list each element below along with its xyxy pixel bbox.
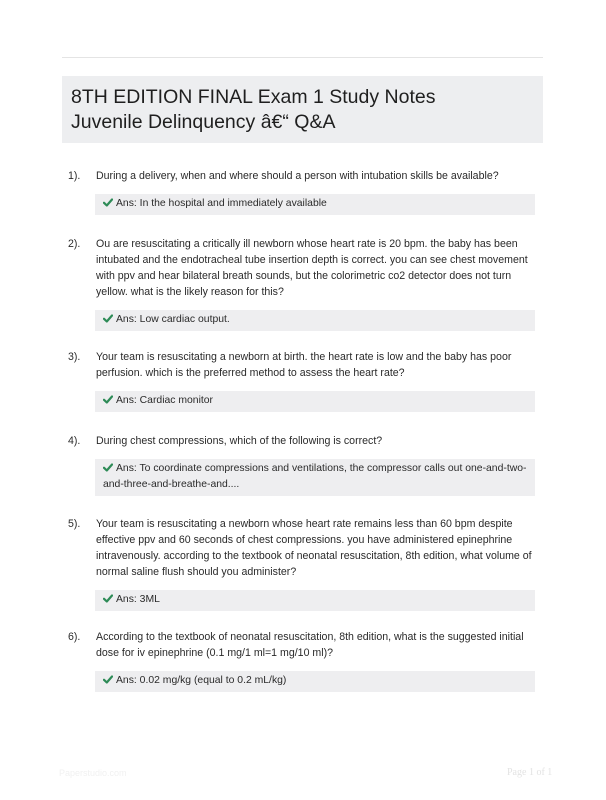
checkmark-icon [103,198,113,207]
question-item [62,349,543,412]
checkmark-icon [103,463,113,472]
page-number: Page 1 of 1 [507,767,553,778]
checkmark-icon [103,675,113,684]
question-text: Ou are resuscitating a critically ill newborn whose heart rate is 20 bpm. the baby has been intubated and the endotracheal tube insertion depth is correct. you can see chest movement with ppv and hear bilateral breath sounds, but the colorimetric co2 detector does not turn yellow. what is the likely reason for this? [96,238,528,298]
answer-box [95,590,535,611]
question-item [62,168,543,215]
question-number: 4). [68,435,81,447]
question-text: Your team is resuscitating a newborn at birth. the heart rate is low and the baby has poor perfusion. which is the preferred method to assess the heart rate? [96,351,512,379]
question-text: According to the textbook of neonatal resuscitation, 8th edition, what is the suggested initial dose for iv epinephrine (0.1 mg/1 ml=1 mg/10 ml)? [96,631,524,659]
checkmark-icon [103,395,113,404]
top-divider [62,57,543,58]
answer-box [95,459,535,496]
answer-text: Ans: 3ML [116,594,160,605]
answer-text: Ans: Cardiac monitor [116,395,214,406]
question-number: 1). [68,170,81,182]
document-title-box [62,76,543,143]
footer-watermark: Paperstudio.com [59,768,127,778]
question-number: 5). [68,518,81,530]
checkmark-icon [103,594,113,603]
checkmark-icon [103,314,113,323]
document-title-line-2: Juvenile Delinquency â€“ Q&A [71,111,336,133]
answer-text: Ans: 0.02 mg/kg (equal to 0.2 mL/kg) [116,675,287,686]
question-text: During chest compressions, which of the following is correct? [96,435,383,447]
question-number: 3). [68,351,81,363]
answer-box [95,194,535,215]
question-number: 2). [68,238,81,250]
answer-text: Ans: In the hospital and immediately available [116,198,327,209]
question-item [62,236,543,331]
answer-box [95,391,535,412]
answer-text: Ans: Low cardiac output. [116,314,230,325]
answer-text: Ans: To coordinate compressions and ventilations, the compressor calls out one-and-two-and-three-and-breathe-and.... [103,463,527,490]
question-item [62,433,543,496]
question-text: During a delivery, when and where should a person with intubation skills be available? [96,170,499,182]
answer-box [95,310,535,331]
question-number: 6). [68,631,81,643]
document-title-line-1: 8TH EDITION FINAL Exam 1 Study Notes [71,86,436,108]
answer-box [95,671,535,692]
question-text: Your team is resuscitating a newborn whose heart rate remains less than 60 bpm despite effective ppv and 60 seconds of chest compressions. you have administered epinephrine intravenously. according to the textbook of neonatal resuscitation, 8th edition, what volume of normal saline flush should you administer? [96,518,532,578]
question-item [62,516,543,611]
question-item [62,629,543,692]
